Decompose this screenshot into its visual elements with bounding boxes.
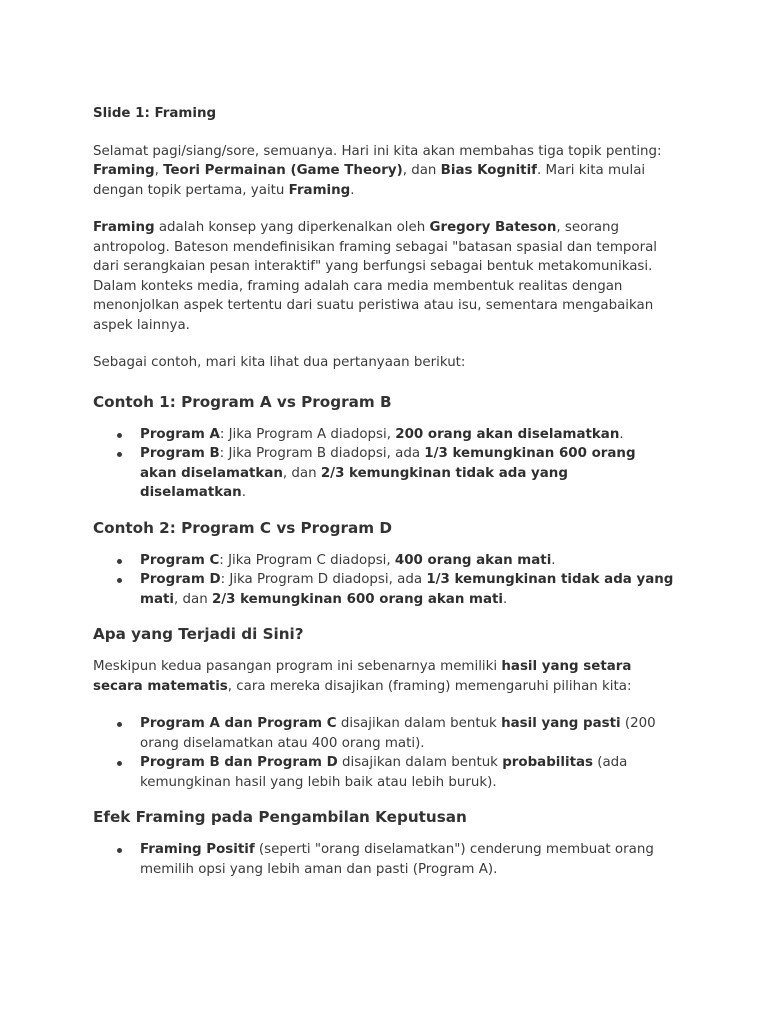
definition-paragraph: Framing adalah konsep yang diperkenalkan oleh Gregory Bateson, seorang antropolog. Bateson mendefinisikan framing sebagai "batasan spasial dan temporal dari serangkaian pesan interaktif" yang berfungsi sebagai bentuk metakomunikasi. Dalam konteks media, framing adalah cara media membentuk realitas dengan menonjolkan aspek tertentu dari suatu peristiwa atau isu, sementara mengabaikan aspek lainnya.: [93, 220, 658, 333]
example2-list: [93, 551, 676, 610]
list-item-program-b: Program B: Jika Program B diadopsi, ada 1/3 kemungkinan 600 orang akan diselamatkan, dan 2/3 kemungkinan tidak ada yang diselamatkan.: [140, 444, 676, 503]
list-item-certain-outcome: Program A dan Program C disajikan dalam bentuk hasil yang pasti (200 orang diselamatkan atau 400 orang mati).: [140, 714, 676, 753]
list-item-program-c: Program C: Jika Program C diadopsi, 400 orang akan mati.: [140, 551, 676, 571]
list-item-program-d: Program D: Jika Program D diadopsi, ada 1/3 kemungkinan tidak ada yang mati, dan 2/3 kemungkinan 600 orang akan mati.: [140, 570, 676, 609]
list-item-positive-framing: Framing Positif (seperti "orang diselamatkan") cenderung membuat orang memilih opsi yang lebih aman dan pasti (Program A).: [140, 840, 676, 879]
analysis-paragraph: Meskipun kedua pasangan program ini sebenarnya memiliki hasil yang setara secara matematis, cara mereka disajikan (framing) memengaruhi pilihan kita:: [93, 659, 632, 694]
effects-heading: Efek Framing pada Pengambilan Keputusan: [93, 808, 467, 826]
example1-heading: Contoh 1: Program A vs Program B: [93, 392, 392, 411]
example2-heading: Contoh 2: Program C vs Program D: [93, 518, 392, 537]
intro-paragraph: Selamat pagi/siang/sore, semuanya. Hari ini kita akan membahas tiga topik penting: Framing, Teori Permainan (Game Theory), dan Bias Kognitif. Mari kita mulai dengan topik pertama, yaitu Framing.: [93, 143, 662, 198]
example1-list: [93, 425, 676, 503]
analysis-heading: Apa yang Terjadi di Sini?: [93, 625, 304, 643]
slide-title: Slide 1: Framing: [93, 106, 217, 121]
effects-list: [93, 840, 676, 879]
list-item-program-a: Program A: Jika Program A diadopsi, 200 orang akan diselamatkan.: [140, 425, 676, 445]
example-intro-paragraph: Sebagai contoh, mari kita lihat dua pertanyaan berikut:: [93, 355, 466, 370]
analysis-list: [93, 714, 676, 792]
list-item-probability: Program B dan Program D disajikan dalam bentuk probabilitas (ada kemungkinan hasil yang lebih baik atau lebih buruk).: [140, 753, 676, 792]
